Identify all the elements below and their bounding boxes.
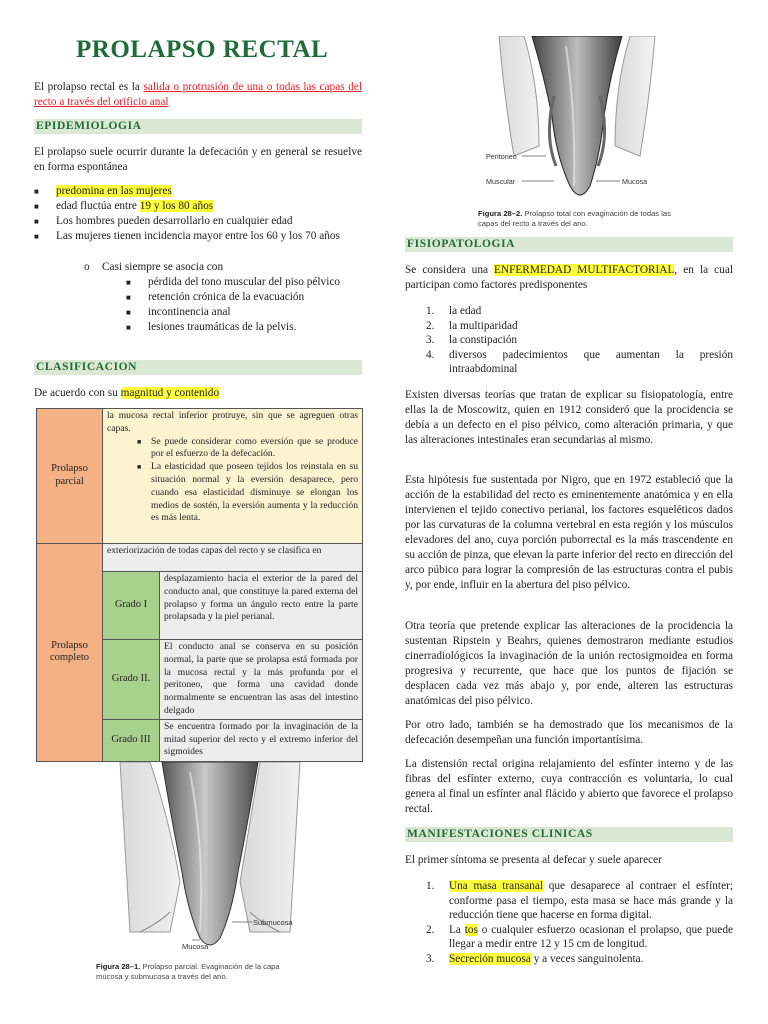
table-row <box>37 409 363 544</box>
manifestaciones-list <box>405 879 733 966</box>
list-item <box>405 348 733 377</box>
sub-list-intro <box>34 260 362 275</box>
clasificacion-intro-text: De acuerdo con su <box>34 387 121 399</box>
list-item-number: 4. <box>426 348 435 361</box>
intro-paragraph <box>34 80 362 110</box>
list-item-number: 2. <box>426 923 435 936</box>
prolapso-completo-description: exteriorización de todas capas del recto y se clasifica en <box>103 544 363 572</box>
list-item-highlight: Secreción mucosa <box>449 952 531 965</box>
list-item-text: o cualquier esfuerzo ocasionan el prolapso, que puede llegar a medir entre 12 y 15 cm de longitud. <box>449 923 733 950</box>
figure-2-label-muscular: Muscular <box>486 177 516 186</box>
fisiopatologia-paragraph-1: Existen diversas teorías que tratan de explicar su fisiopatología, entre ellas la de Moscowitz, quien en 1912 consideró que la procidencia se debía a un defecto en el piso pélvico, como alteración primaria, y que las alteraciones intestinales eran secundarias al mismo. <box>405 389 733 446</box>
page-title: PROLAPSO RECTAL <box>76 36 329 63</box>
grado-iii-label: Grado III <box>103 719 160 761</box>
epidemiologia-list <box>34 184 362 244</box>
fisiopatologia-intro-text: Se considera una <box>405 264 495 276</box>
intro-definition: salida o protrusión de una o todas las capas del recto a través del orificio anal <box>34 81 362 108</box>
list-item-text: Los hombres pueden desarrollarlo en cualquier edad <box>56 215 293 227</box>
clasificacion-intro <box>34 386 362 401</box>
section-heading-epidemiologia: EPIDEMIOLOGIA <box>34 119 362 134</box>
list-item-text: diversos padecimientos que aumentan la presión intraabdominal <box>449 348 733 375</box>
list-item <box>34 214 362 229</box>
fisiopatologia-intro-highlight: ENFERMEDAD MULTIFACTORIAL <box>494 264 675 276</box>
list-item <box>405 952 733 967</box>
sub-list-item-text: pérdida del tono muscular del piso pélvico <box>148 276 340 288</box>
sub-list-item: ■ retención crónica de la evacuación <box>126 291 305 303</box>
fisiopatologia-paragraph-5: La distensión rectal origina relajamiento del esfínter interno y de las fibras del esfínter externo, cuya contracción es voluntaria, lo cual genera al final un esfínter anal flácido y abierto que favorece el prolapso rectal. <box>405 758 733 815</box>
sub-list-item-text: retención crónica de la evacuación <box>148 291 305 303</box>
figure-1-caption-bold: Figura 28–1. <box>96 962 141 971</box>
list-item-text: La <box>449 923 465 936</box>
grado-ii-description: El conducto anal se conserva en su posición normal, la parte que se prolapsa está formada por la mucosa rectal y la más profunda por el peritoneo, que forma una cavidad donde normalmente se encuentran las asas del intestino delgado <box>160 640 363 720</box>
list-item <box>34 229 362 244</box>
grado-i-label: Grado I <box>103 572 160 640</box>
list-item-number: 3. <box>426 952 435 965</box>
list-item-text: la multiparidad <box>449 319 518 332</box>
figure-1-illustration <box>110 762 310 958</box>
list-item <box>405 923 733 952</box>
sub-list-item-text: lesiones traumáticas de la pelvis. <box>148 321 297 333</box>
fisiopatologia-intro <box>405 263 733 293</box>
grado-ii-label: Grado II. <box>103 640 160 720</box>
figure-1-caption <box>96 962 308 981</box>
list-item-text: la edad <box>449 305 482 317</box>
list-item-number: 2. <box>426 319 435 332</box>
grado-i-description: desplazamiento hacia el exterior de la pared del conducto anal, que constituye la pared externa del prolapso y forma un ángulo recto entre la parte prolapsada y la piel perianal. <box>160 572 363 640</box>
sub-list-item-text: incontinencia anal <box>148 306 231 318</box>
figure-2-caption-bold: Figura 28–2. <box>478 209 523 218</box>
list-item <box>405 319 733 334</box>
list-item <box>405 879 733 923</box>
list-item: ■ La elasticidad que poseen tejidos los reinstala en su situación normal y la eversión desaparece, pero cuando esa elasticidad disminuye se elongan los medios de sostén, la eversión aumenta y la reducción es más lenta. <box>107 461 358 525</box>
sub-list-item: ■ incontinencia anal <box>126 306 231 318</box>
sub-list-block <box>34 260 362 335</box>
fisiopatologia-paragraph-2: Esta hipótesis fue sustentada por Nigro, que en 1972 estableció que la acción de la estabilidad del recto es eminentemente anatómica y en ella intervienen el tejido conectivo perianal, los factores esqueléticos dados por las curvaturas de la columna vertebral en esta región y los músculos elevadores del ano, cuya porción puborrectal es la más trascendente en su acción de pinza, que elevan la parte inferior del recto en dirección del arco púbico para lograr la compresión de las estructuras contra el pubis y, por ende, influir en la abertura del piso pélvico. <box>405 474 733 591</box>
figure-1-label-submucosa: Submucosa <box>253 918 293 927</box>
list-item-text: edad fluctúa entre <box>56 200 140 212</box>
figure-2-caption-text: Prolapso total con evaginación de todas las capas del recto a través del ano. <box>478 209 671 228</box>
table-row <box>37 544 363 572</box>
section-heading-clasificacion: CLASIFICACION <box>34 360 362 375</box>
list-item <box>34 184 362 199</box>
epidemiologia-paragraph: El prolapso suele ocurrir durante la defecación y en general se resuelve en forma espontánea <box>34 146 362 173</box>
figure-2-label-peritoneo: Peritoneo <box>486 152 517 161</box>
factors-list <box>405 304 733 377</box>
figure-1-label-mucosa: Mucosa <box>182 942 209 951</box>
prolapso-completo-label: Prolapso completo <box>37 544 103 762</box>
list-item <box>405 304 733 319</box>
sub-list-item: ■ lesiones traumáticas de la pelvis. <box>126 321 297 333</box>
figure-2-illustration <box>484 36 670 206</box>
list-item-text: Las mujeres tienen incidencia mayor entre los 60 y los 70 años <box>56 230 340 242</box>
figure-2-label-mucosa: Mucosa <box>622 177 648 186</box>
list-item-text: la constipación <box>449 334 518 346</box>
prolapso-parcial-label: Prolapso parcial <box>37 409 103 544</box>
list-item-text: que desaparece al contraer el esfínter; conforme pasa el tiempo, esta masa se hace más grande y la reducción tiene que hacerse en forma digital. <box>449 880 733 921</box>
clasificacion-intro-highlight: magnitud y contenido <box>120 387 220 399</box>
sub-list-intro-text: Casi siempre se asocia con <box>102 261 224 273</box>
sub-list-item: ■ pérdida del tono muscular del piso pélvico <box>126 276 340 288</box>
list-item-highlight: tos <box>464 923 478 936</box>
section-heading-manifestaciones: MANIFESTACIONES CLINICAS <box>405 827 733 842</box>
prolapso-parcial-sublist <box>107 436 358 526</box>
list-item-number: 1. <box>426 305 435 317</box>
list-item-number: 3. <box>426 334 435 346</box>
list-item-text: y a veces sanguinolenta. <box>530 952 644 965</box>
sub-list <box>34 275 362 335</box>
fisiopatologia-paragraph-4: Por otro lado, también se ha demostrado que los mecanismos de la defecación desempeñan una función importantísima. <box>405 719 733 746</box>
list-item-highlight: Una masa transanal <box>449 880 544 892</box>
grado-iii-description: Se encuentra formado por la invaginación de la mitad superior del recto y el extremo inferior del sigmoides <box>160 719 363 761</box>
list-item-number: 1. <box>426 880 435 892</box>
sub-list-marker: o <box>84 261 90 273</box>
section-heading-fisiopatologia: FISIOPATOLOGIA <box>405 237 733 252</box>
list-item-text: predomina en las mujeres <box>56 185 172 197</box>
figure-1-caption-text: Prolapso parcial. Evaginación de la capa mucosa y submucosa a través del ano. <box>96 962 280 981</box>
list-item <box>405 333 733 348</box>
prolapso-parcial-description <box>103 409 363 544</box>
fisiopatologia-intro-text-end: , en la cual participan como factores predisponentes <box>405 264 733 291</box>
prolapso-parcial-text: la mucosa rectal inferior protruye, sin que se agreguen otras capas. <box>107 410 358 434</box>
classification-table <box>36 408 363 762</box>
list-item-highlight: 19 y los 80 años <box>139 200 214 212</box>
manifestaciones-intro: El primer síntoma se presenta al defecar y suele aparecer <box>405 854 662 866</box>
fisiopatologia-paragraph-3: Otra teoría que pretende explicar las alteraciones de la procidencia la sustentan Ripstein y Beahrs, quienes demostraron mediante estudios cinerradiológicos la invaginación de la unión rectosigmoidea en forma progresiva y recurrente, que hace que los puntos de fijación se desplacen cada vez más abajo y, por ende, alteren las estructuras anatómicas del piso pélvico. <box>405 620 733 707</box>
figure-2-caption <box>478 209 678 228</box>
intro-text: El prolapso rectal es la <box>34 81 144 93</box>
list-item: ■ Se puede considerar como eversión que se produce por el esfuerzo de la defecación. <box>107 436 358 462</box>
list-item <box>34 199 362 214</box>
